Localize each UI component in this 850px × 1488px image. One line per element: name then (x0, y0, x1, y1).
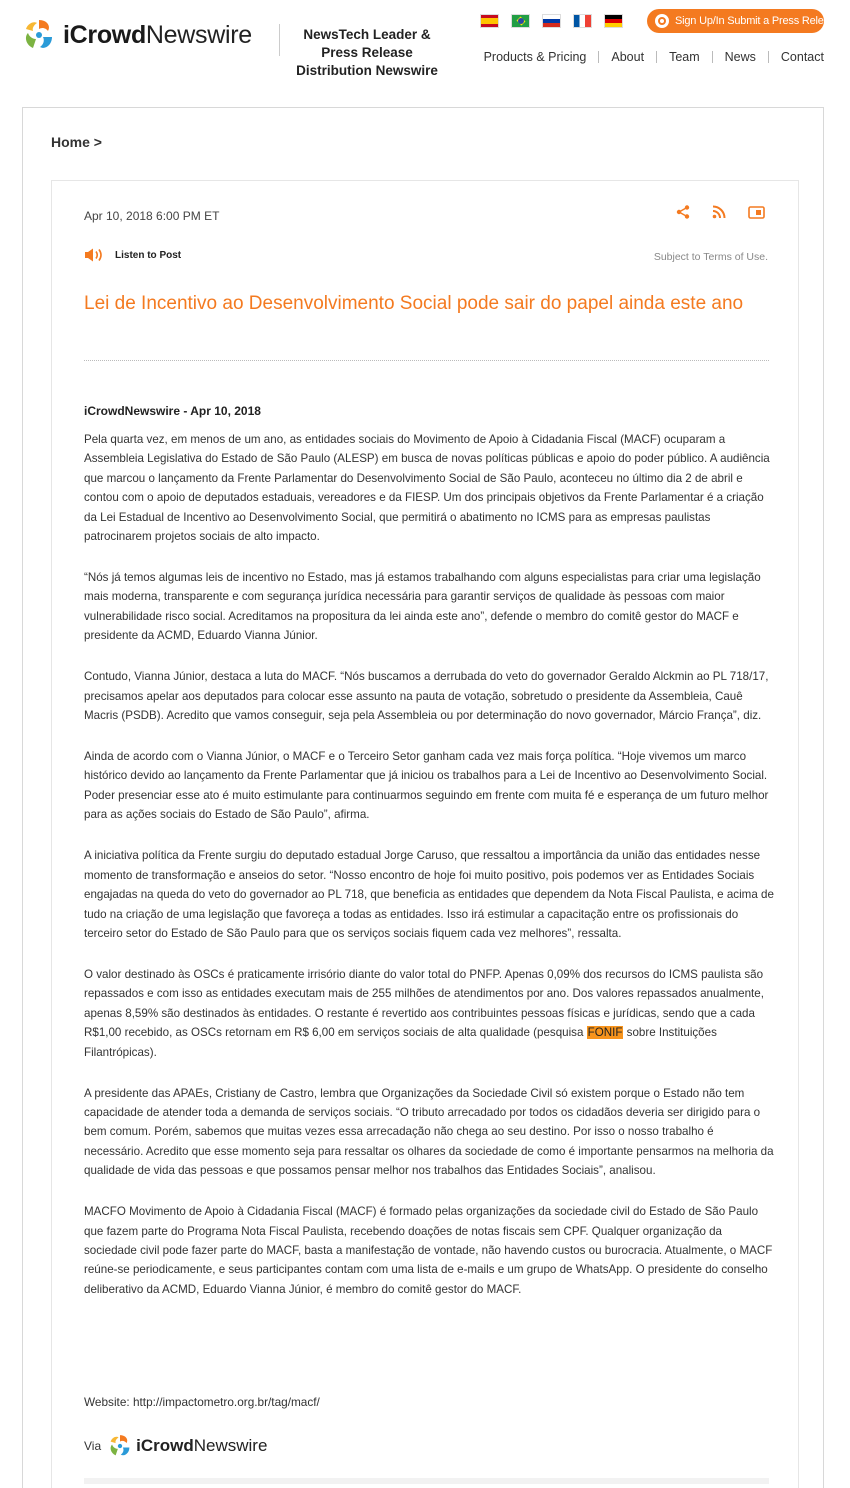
fonif-highlight: FONIF (587, 1026, 623, 1040)
article-date: Apr 10, 2018 6:00 PM ET (84, 209, 220, 223)
article-paragraph: Pela quarta vez, em menos de um ano, as entidades sociais do Movimento de Apoio à Cidadania Fiscal (MACF) ocuparam a Assembleia Legislativa do Estado de São Paulo (ALESP) em busca de novas políticas públicas e apoio do poder público. A audiência que marcou o lançamento da Frente Parlamentar do Desenvolvimento Social de São Paulo, aconteceu no último dia 2 de abril e contou com o apoio de deputados estaduais, vereadores e da FIESP. Um dos principais objetivos da Frente Parlamentar é a criação da Lei Estadual de Incentivo ao Desenvolvimento Social, que permitirá o abatimento no ICMS para as empresas paulistas patrocinarem projetos sociais de alto impacto. (84, 433, 770, 544)
french-flag-icon[interactable] (573, 14, 592, 28)
signup-submit-button[interactable] (647, 9, 841, 33)
nav-separator (712, 51, 713, 63)
article-tools (676, 205, 765, 219)
site-tagline: NewsTech Leader & Press Release Distribution Newswire (296, 27, 438, 78)
main-nav (484, 50, 824, 64)
nav-about[interactable]: About (611, 50, 645, 64)
logo-divider (279, 24, 280, 56)
via-label: Via (84, 1439, 102, 1453)
nav-separator (656, 51, 657, 63)
breadcrumb[interactable]: Home > (51, 134, 102, 150)
article-paragraph: A iniciativa política da Frente surgiu do deputado estadual Jorge Caruso, que ressaltou a importância da união das entidades nesse momento de transformação e anseios do setor. “Nosso encontro de hoje foi muito positivo, pois podemos ver as Entidades Sociais engajadas na queda do veto do governador ao PL 718, que beneficia as entidades que dependem da Nota Fiscal Paulista, e acima de tudo na criação de uma legislação que favoreça a todas as entidades. Isso irá estimular a capacitação entre os profissionais do terceiro setor do Estado de São Paulo para que os serviços sociais fiquem cada vez melhores”, ressalta. (84, 849, 774, 940)
title-divider (84, 360, 769, 361)
listen-label: Listen to Post (115, 249, 182, 261)
brazilian-flag-icon[interactable] (511, 14, 530, 28)
bottom-rule (84, 1478, 769, 1484)
pinwheel-logo-icon (21, 17, 57, 53)
article-body (84, 430, 774, 1321)
logo-wordmark: iCrowdNewswire (63, 20, 252, 49)
site-logo[interactable] (21, 17, 252, 53)
website-line[interactable]: Website: http://impactometro.org.br/tag/macf/ (84, 1395, 320, 1409)
article-paragraph: Contudo, Vianna Júnior, destaca a luta do MACF. “Nós buscamos a derrubada do veto do governador Geraldo Alckmin ao PL 718/17, precisamos apelar aos deputados para colocar esse assunto na pauta de votação, sobretudo o presidente da Assembleia, Cauê Macris (PSDB). Acredito que vamos conseguir, seja pela Assembleia ou por determinação do novo governador, Márcio França”, diz. (84, 670, 769, 723)
site-header (0, 0, 850, 95)
nav-news[interactable]: News (724, 50, 756, 64)
terms-of-use-link[interactable]: Subject to Terms of Use. (653, 251, 768, 263)
signup-label: Sign Up/In Submit a Press Release (675, 15, 841, 27)
nav-separator (598, 51, 599, 63)
article-byline: iCrowdNewswire - Apr 10, 2018 (84, 404, 261, 418)
paragraph-text: sobre Instituições Filantrópicas). (84, 1026, 717, 1059)
article-title: Lei de Incentivo ao Desenvolvimento Social pode sair do papel ainda este ano (84, 293, 744, 314)
article-paragraph: MACFO Movimento de Apoio à Cidadania Fiscal (MACF) é formado pelas organizações da sociedade civil do Estado de São Paulo que fazem parte do Programa Nota Fiscal Paulista, recebendo doações de notas fiscais sem CPF. Qualquer organização da sociedade civil pode fazer parte do MACF, basta a manifestação de vontade, não havendo custos ou burocracia. Atualmente, o MACF reúne-se periodicamente, e seus participantes contam com uma lista de e-mails e um grupo de WhatsApp. O presidente do conselho deliberativo da ACMD, Eduardo Vianna Júnior, é membro do comitê gestor do MACF. (84, 1205, 773, 1296)
signup-icon (655, 14, 669, 28)
via-credit (84, 1433, 267, 1459)
embed-window-icon[interactable] (748, 206, 765, 219)
nav-products-pricing[interactable]: Products & Pricing (483, 50, 587, 64)
german-flag-icon[interactable] (604, 14, 623, 28)
pinwheel-logo-icon (107, 1433, 133, 1459)
share-icon[interactable] (676, 205, 690, 219)
speaker-icon (84, 248, 105, 262)
listen-to-post[interactable] (84, 248, 181, 262)
spanish-flag-icon[interactable] (480, 14, 499, 28)
article-paragraph: Ainda de acordo com o Vianna Júnior, o MACF e o Terceiro Setor ganham cada vez mais força política. “Hoje vivemos um marco histórico devido ao lançamento da Frente Parlamentar que já iniciou os trabalhos para a Lei de Incentivo ao Desenvolvimento Social. Poder presenciar esse ato é muito estimulante para continuarmos seguindo em frente com muita fé e esperança de um futuro melhor para as ações sociais do Estado de São Paulo”, afirma. (84, 750, 769, 822)
article-paragraph: A presidente das APAEs, Cristiany de Castro, lembra que Organizações da Sociedade Civil só existem porque o Estado não tem capacidade de atender toda a demanda de serviços sociais. “O tributo arrecadado por todos os cidadãos deveria ser dirigido para o bem comum. Porém, sabemos que muitas vezes essa arrecadação não chega ao seu destino. Por isso o nosso trabalho é necessário. Acredito que esse momento seja para ressaltar os olhares da sociedade de como é importante pensarmos na melhoria da qualidade de vida das pessoas e que possamos pensar melhor nos trabalhos das Entidades Sociais”, analisou. (84, 1086, 774, 1178)
via-logo-wordmark[interactable]: iCrowdNewswire (136, 1436, 268, 1455)
language-flags (480, 14, 623, 28)
nav-contact[interactable]: Contact (780, 50, 824, 64)
rss-icon[interactable] (712, 205, 726, 219)
nav-separator (768, 51, 769, 63)
paragraph-text: O valor destinado às OSCs é praticamente irrisório diante do valor total do PNFP. Apenas 0,09% dos recursos do ICMS paulista são repassados e com isso as entidades executam mais de 255 milhões de atendimentos por ano. Dos valores repassados anualmente, apenas 8,59% são destinados às entidades. O restante é revertido aos contribuintes pessoas físicas e jurídicas, sendo que a cada R$1,00 recebido, as OSCs retornam em R$ 6,00 em serviços sociais de alta qualidade (pesquisa (84, 967, 764, 1040)
article-paragraph: “Nós já temos algumas leis de incentivo no Estado, mas já estamos trabalhando com alguns especialistas para criar uma legislação mais moderna, transparente e com segurança jurídica necessária para garantir serviços de qualidade às pessoas com maior vulnerabilidade risco social. Acreditamos na propositura da lei ainda este ano”, defende o membro do comitê gestor do MACF e presidente da ACMD, Eduardo Vianna Júnior. (84, 571, 761, 643)
article-paragraph (84, 965, 774, 1062)
nav-team[interactable]: Team (669, 50, 700, 64)
russian-flag-icon[interactable] (542, 14, 561, 28)
